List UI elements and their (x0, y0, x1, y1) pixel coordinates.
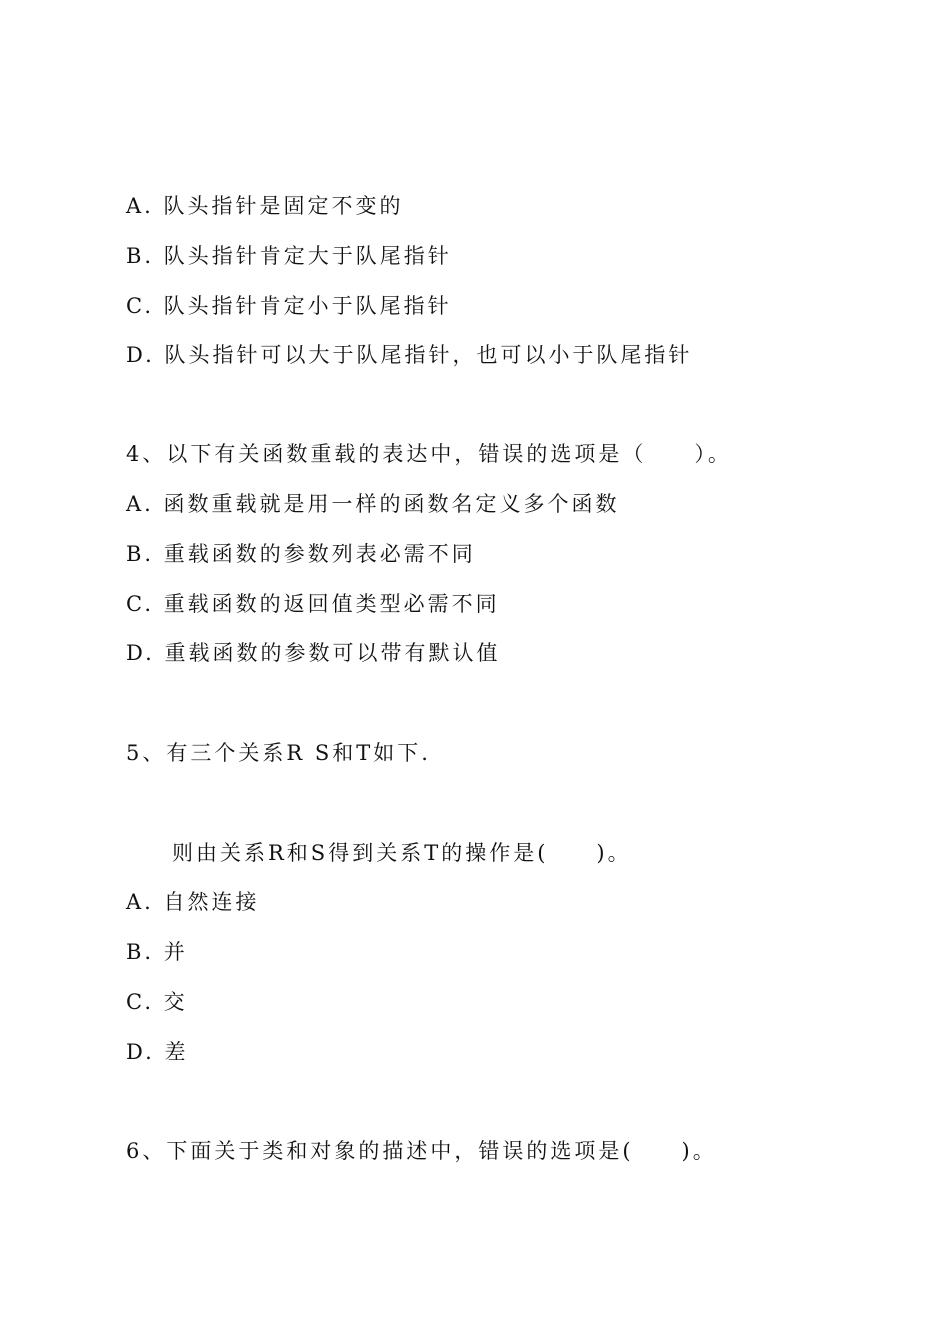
q4-option-a: A. 函数重载就是用一样的函数名定义多个函数 (126, 492, 620, 516)
q3-option-a: A. 队头指针是固定不变的 (126, 194, 404, 218)
q5-sub-question: 则由关系R和S得到关系T的操作是( )。 (172, 841, 632, 865)
q4-option-b: B. 重载函数的参数列表必需不同 (126, 542, 476, 566)
q3-option-c: C. 队头指针肯定小于队尾指针 (126, 294, 452, 318)
q3-option-d: D. 队头指针可以大于队尾指针，也可以小于队尾指针 (126, 343, 693, 367)
q5-question: 5、有三个关系R S和T如下. (126, 741, 431, 765)
q4-question: 4、以下有关函数重载的表达中，错误的选项是（ ）。 (126, 442, 732, 466)
q5-option-b: B. 并 (126, 940, 188, 964)
q5-option-c: C. 交 (126, 990, 188, 1014)
q3-option-b: B. 队头指针肯定大于队尾指针 (126, 244, 452, 268)
q6-question: 6、下面关于类和对象的描述中，错误的选项是( )。 (126, 1139, 717, 1163)
q4-option-d: D. 重载函数的参数可以带有默认值 (126, 641, 501, 665)
q4-option-c: C. 重载函数的返回值类型必需不同 (126, 592, 500, 616)
q5-option-d: D. 差 (126, 1040, 189, 1064)
q5-option-a: A. 自然连接 (126, 890, 260, 914)
